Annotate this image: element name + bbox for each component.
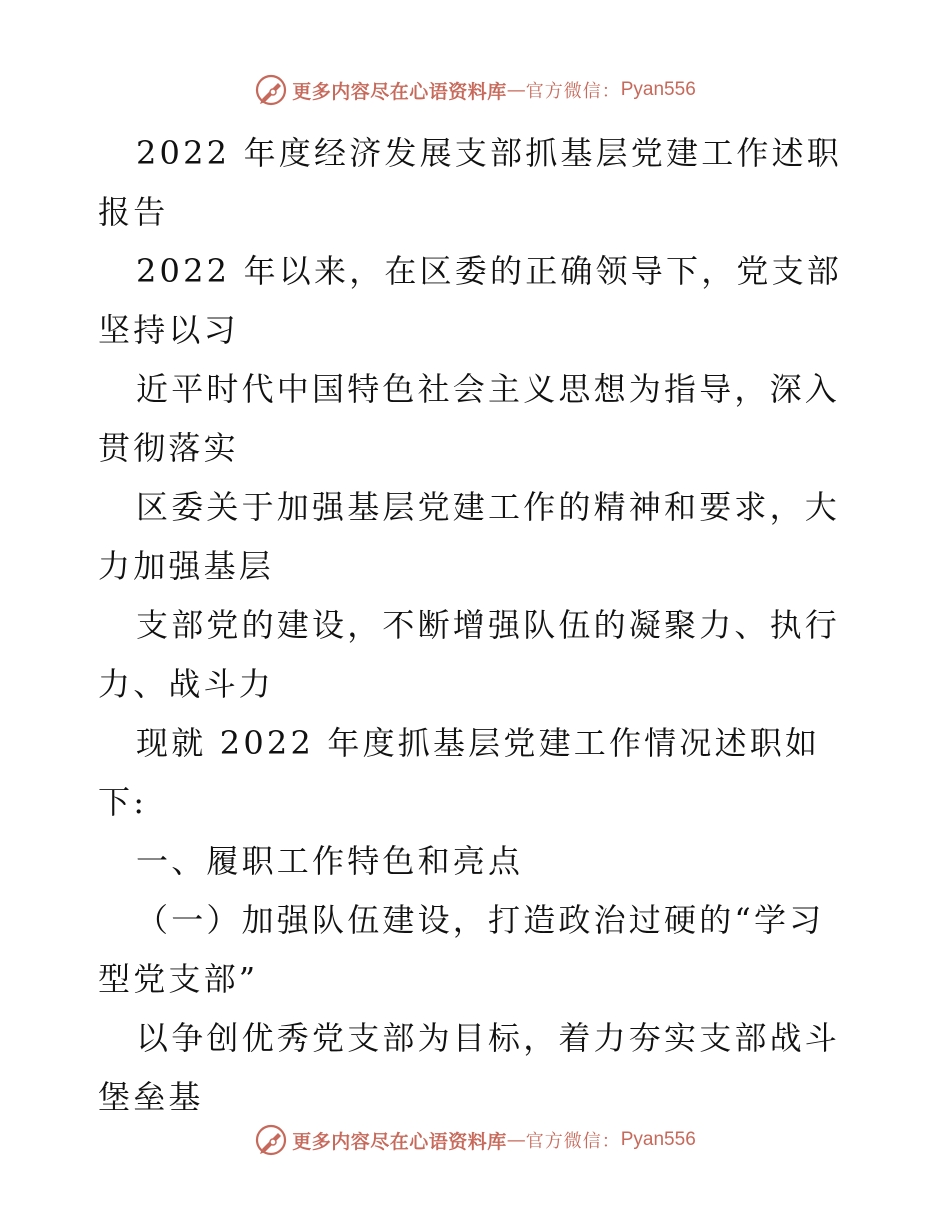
subsection-heading: （一）加强队伍建设，打造政治过硬的“学习型党支部” xyxy=(98,901,825,998)
document-title: 2022 年度经济发展支部抓基层党建工作述职报告 xyxy=(98,134,843,231)
document-body xyxy=(98,124,858,1127)
paragraph: 现就 2022 年度抓基层党建工作情况述职如下: xyxy=(98,724,821,821)
header-watermark xyxy=(0,70,950,110)
footer-wechat-label: 官方微信： xyxy=(525,1131,621,1152)
header-site-name: 更多内容尽在心语资料库 xyxy=(292,80,507,103)
pen-logo-icon xyxy=(254,1123,288,1157)
section-heading: 一、履职工作特色和亮点 xyxy=(136,842,524,880)
footer-watermark xyxy=(0,1120,950,1160)
paragraph: 2022 年以来，在区委的正确领导下，党支部坚持以习 xyxy=(98,252,843,349)
paragraph: 区委关于加强基层党建工作的精神和要求，大力加强基层 xyxy=(98,488,841,585)
footer-wechat-id: Pyan556 xyxy=(620,1129,696,1150)
paragraph: 近平时代中国特色社会主义思想为指导，深入贯彻落实 xyxy=(98,370,841,467)
header-separator: — xyxy=(506,79,526,101)
paragraph: 支部党的建设，不断增强队伍的凝聚力、执行力、战斗力 xyxy=(98,606,841,703)
footer-separator: — xyxy=(506,1129,526,1151)
paragraph: 以争创优秀党支部为目标，着力夯实支部战斗堡垒基 xyxy=(98,1019,841,1116)
header-wechat-label: 官方微信： xyxy=(525,81,621,102)
header-wechat-id: Pyan556 xyxy=(620,79,696,100)
footer-site-name: 更多内容尽在心语资料库 xyxy=(292,1130,507,1153)
pen-logo-icon xyxy=(254,73,288,107)
